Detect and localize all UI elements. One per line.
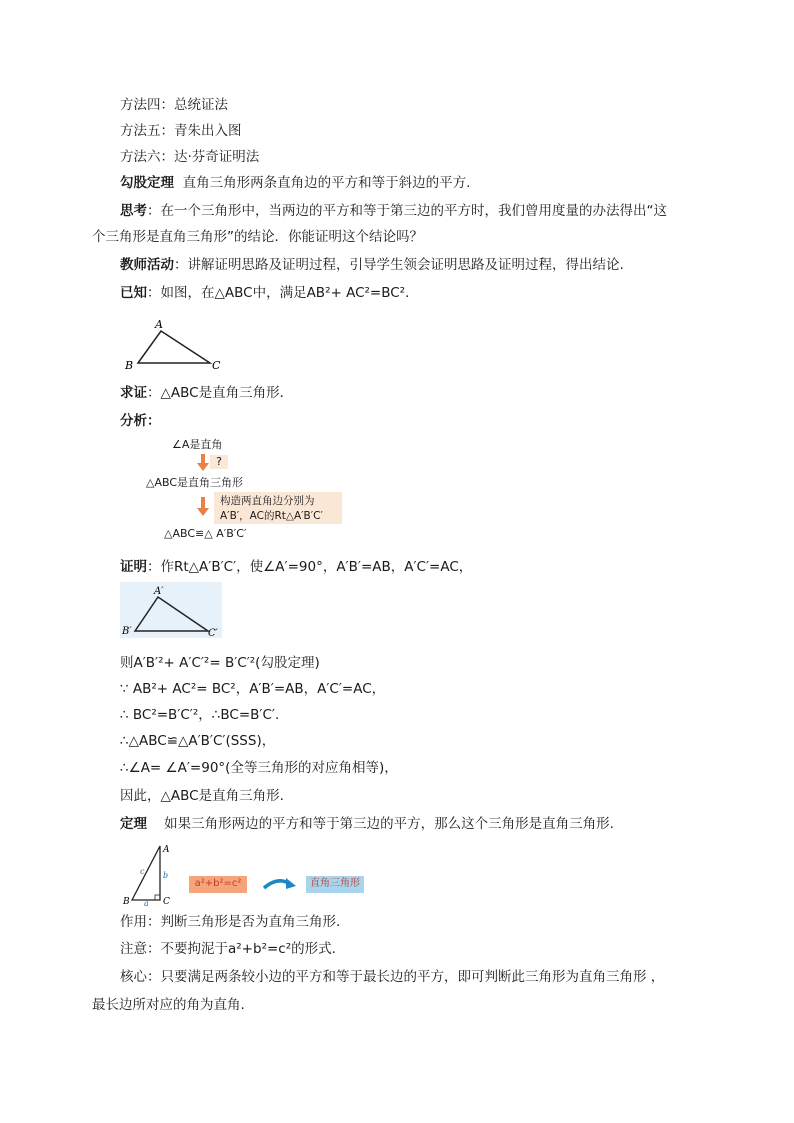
to-prove xyxy=(120,384,293,402)
right-triangle xyxy=(132,846,160,900)
proof-conclusion: 因此，△ABC是直角三角形. xyxy=(120,788,284,804)
analysis-heading xyxy=(120,412,161,430)
core-line-2: 最长边所对应的角为直角. xyxy=(92,997,245,1013)
curved-arrow-icon xyxy=(262,874,298,892)
thinking-line-2: 个三角形是直角三角形”的结论．你能证明这个结论吗？ xyxy=(92,229,423,245)
hint-line-1: 构造两直角边分别为 xyxy=(220,495,315,507)
pythagorean-title: 勾股定理 xyxy=(120,175,174,191)
prove-title: 求证 xyxy=(120,385,147,401)
method-4: 方法四：总统证法 xyxy=(120,97,228,113)
label-b: B xyxy=(125,359,134,372)
triangle-abc-figure xyxy=(120,316,230,372)
pythagorean-text: 直角三角形两条直角边的平方和等于斜边的平方. xyxy=(182,175,471,191)
proof-step-1: 则A′B′²+ A′C′²= B′C′²(勾股定理) xyxy=(120,655,320,671)
label-a-prime: A′ xyxy=(154,586,164,597)
note: 注意：不要拘泥于a²+b²=c²的形式. xyxy=(120,941,336,957)
pythagorean-theorem xyxy=(120,174,470,192)
construction-hint-box xyxy=(214,492,342,524)
proof-step-4: ∴△ABC≌△A′B′C′(SSS)， xyxy=(120,733,276,749)
teacher-text: ：讲解证明思路及证明过程，引导学生领会证明思路及证明过程，得出结论. xyxy=(174,257,624,273)
right-triangle-figure xyxy=(120,840,178,906)
proof-step-5: ∴∠A= ∠A′=90°(全等三角形的对应角相等)， xyxy=(120,760,398,776)
usage: 作用：判断三角形是否为直角三角形. xyxy=(120,914,341,930)
triangle-abc xyxy=(138,331,210,363)
label-c: C xyxy=(212,359,221,372)
prove-text: ：△ABC是直角三角形． xyxy=(147,385,294,401)
label-a: A xyxy=(155,318,163,331)
proof-step-3: ∴ BC²=B′C′²，∴BC=B′C′. xyxy=(120,707,280,723)
teacher-title: 教师活动 xyxy=(120,257,174,273)
label-c: C xyxy=(163,897,170,906)
label-a: A xyxy=(163,845,170,855)
analysis-step-1: ∠A是直角 xyxy=(172,438,223,451)
thinking-line-1 xyxy=(120,202,667,220)
given-title: 已知 xyxy=(120,285,147,301)
analysis-step-3: △ABC≌△ A′B′C′ xyxy=(164,527,247,540)
given xyxy=(120,284,419,302)
theorem-title: 定理 xyxy=(120,816,147,832)
triangle-a1b1c1-figure xyxy=(120,582,222,638)
formula-box: a²+b²=c² xyxy=(189,876,247,893)
analysis-title: 分析 xyxy=(120,413,147,429)
proof-intro xyxy=(120,558,472,576)
theorem-text: 如果三角形两边的平方和等于第三边的平方，那么这个三角形是直角三角形. xyxy=(164,816,614,832)
hint-line-2: A′B′，AC的Rt△A′B′C′ xyxy=(220,510,323,522)
down-arrow-icon xyxy=(196,497,210,517)
method-6: 方法六：达·芬奇证明法 xyxy=(120,149,260,165)
given-text: ：如图，在△ABC中，满足AB²+ AC²=BC²． xyxy=(147,285,419,301)
converse-theorem xyxy=(120,815,614,833)
analysis-colon: ： xyxy=(147,413,161,429)
label-b-prime: B′ xyxy=(122,626,132,637)
result-box: 直角三角形 xyxy=(306,876,364,893)
label-b: B xyxy=(123,897,130,906)
proof-title: 证明 xyxy=(120,559,147,575)
proof-step-2: ∵ AB²+ AC²= BC²，A′B′=AB，A′C′=AC， xyxy=(120,681,386,697)
proof-text: ：作Rt△A′B′C′，使∠A′=90°，A′B′=AB，A′C′=AC， xyxy=(147,559,473,575)
side-b-label: b xyxy=(163,871,169,880)
side-a-label: a xyxy=(144,899,149,906)
label-c-prime: C′ xyxy=(208,628,218,638)
analysis-step-2: △ABC是直角三角形 xyxy=(146,476,244,489)
method-5: 方法五：青朱出入图 xyxy=(120,123,242,139)
thinking-title: 思考 xyxy=(120,203,147,219)
core-line-1: 核心：只要满足两条较小边的平方和等于最长边的平方，即可判断此三角形为直角三角形 ， xyxy=(120,969,665,985)
teacher-activity xyxy=(120,256,624,274)
thinking-text-1: ：在一个三角形中，当两边的平方和等于第三边的平方时，我们曾用度量的办法得出“这 xyxy=(147,203,667,219)
side-c-label: c xyxy=(140,867,145,876)
down-arrow-icon xyxy=(196,454,210,472)
question-box: ? xyxy=(210,455,228,469)
